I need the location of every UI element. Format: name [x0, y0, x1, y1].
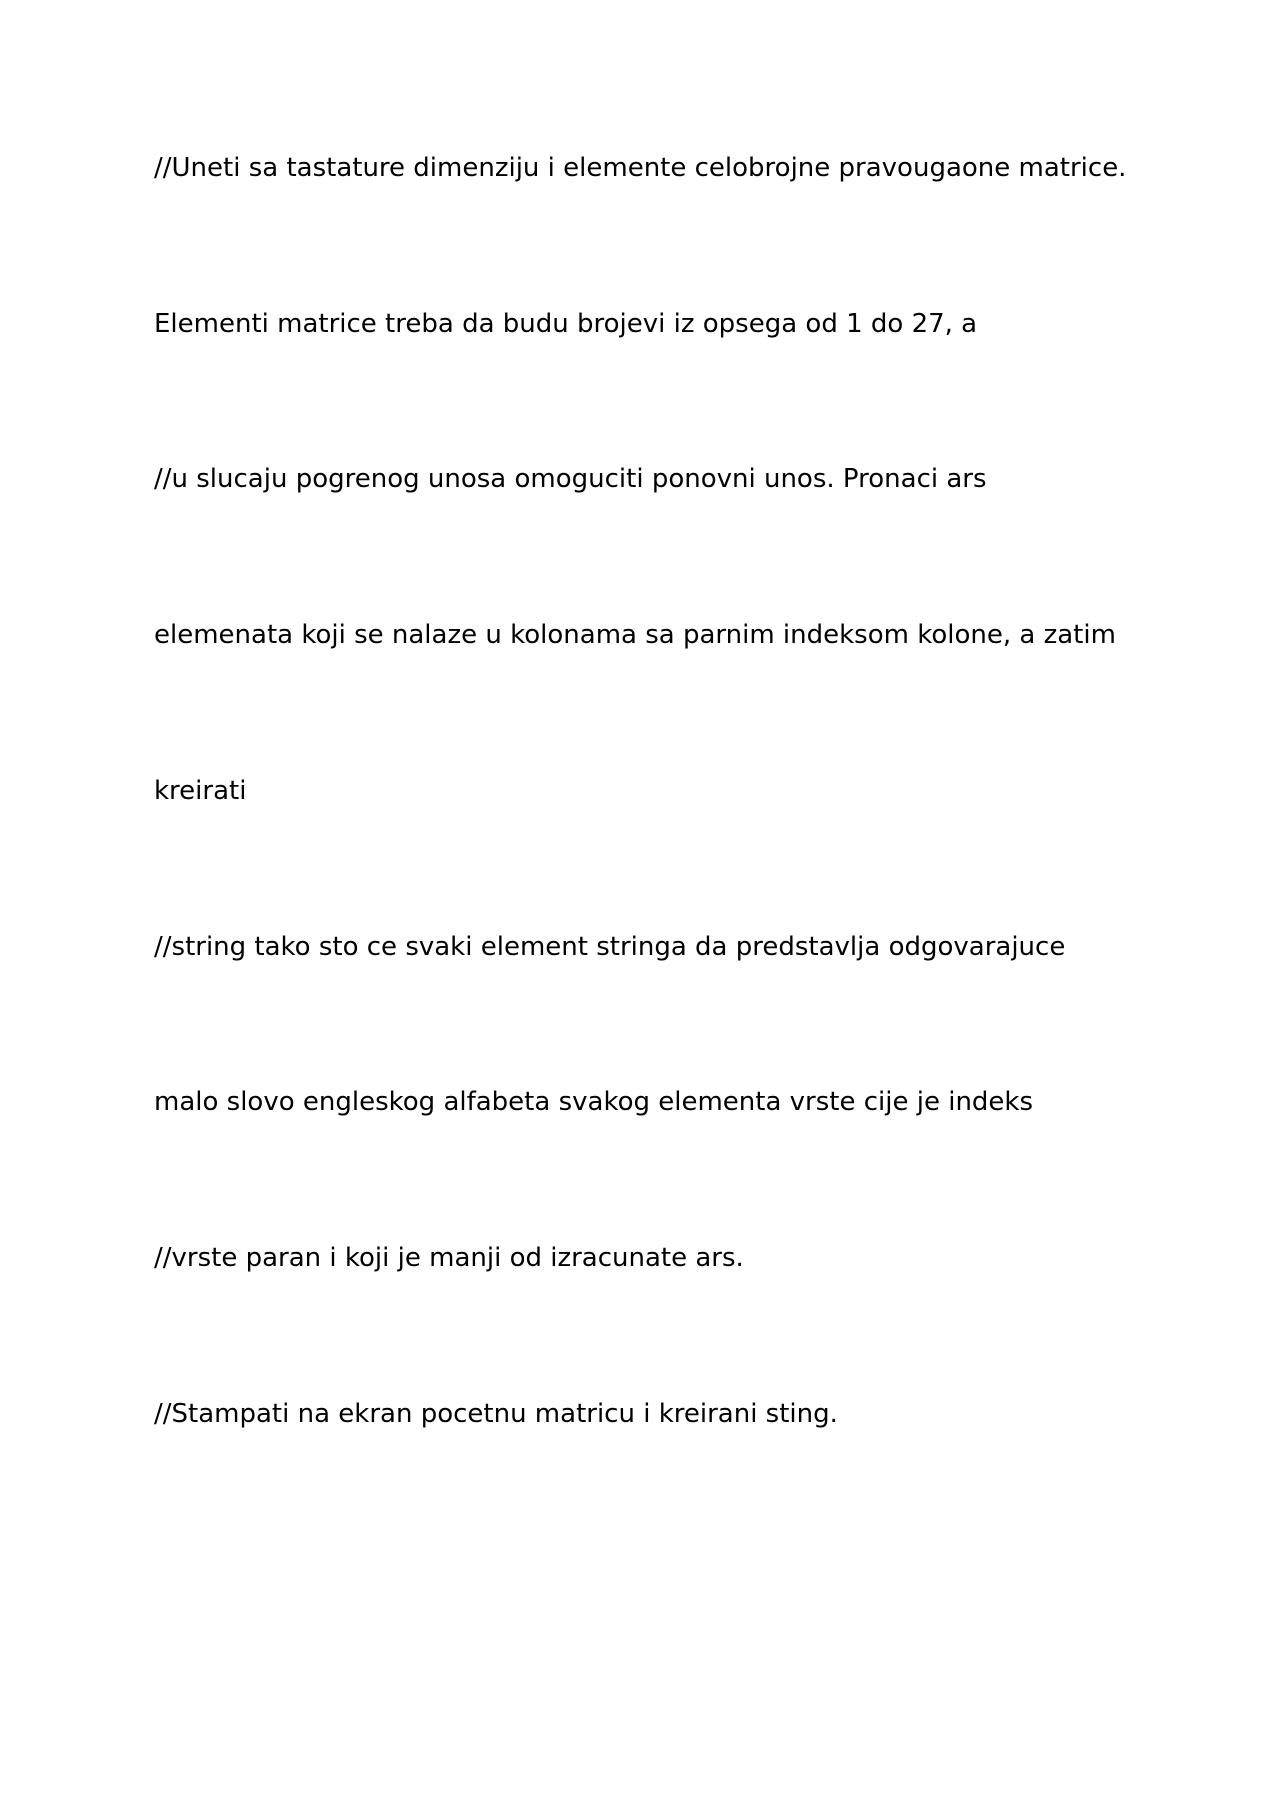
- text-line: //Uneti sa tastature dimenziju i elemente celobrojne pravougaone matrice.: [154, 153, 1127, 183]
- text-line: //Stampati na ekran pocetnu matricu i kreirani sting.: [154, 1399, 838, 1429]
- text-line: malo slovo engleskog alfabeta svakog elementa vrste cije je indeks: [154, 1087, 1034, 1117]
- text-line: kreirati: [154, 776, 247, 806]
- text-line: //vrste paran i koji je manji od izracunate ars.: [154, 1243, 744, 1273]
- text-line: //u slucaju pogrenog unosa omoguciti ponovni unos. Pronaci ars: [154, 464, 987, 494]
- text-line: //string tako sto ce svaki element stringa da predstavlja odgovarajuce: [154, 932, 1066, 962]
- text-line: elemenata koji se nalaze u kolonama sa parnim indeksom kolone, a zatim: [154, 620, 1116, 650]
- text-line: Elementi matrice treba da budu brojevi iz opsega od 1 do 27, a: [154, 309, 978, 339]
